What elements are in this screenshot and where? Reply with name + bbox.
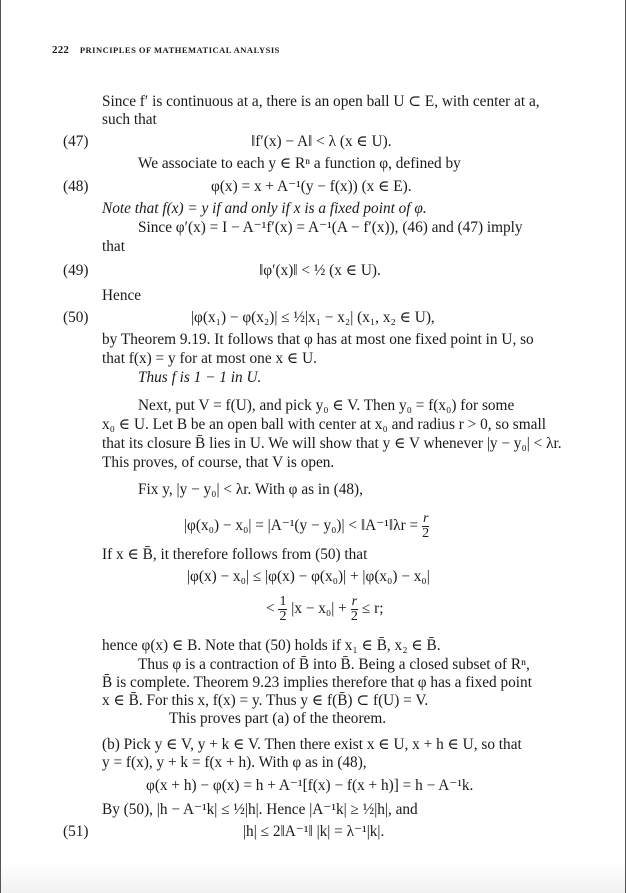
equation-display <box>266 595 383 624</box>
equation-number: (48) <box>63 178 89 195</box>
fraction-denominator: 2 <box>422 526 430 541</box>
running-header <box>52 44 280 56</box>
fraction-one-half <box>278 595 287 624</box>
less-than-sign: < <box>266 600 275 618</box>
fraction-numerator: r <box>351 594 358 609</box>
text-line: By (50), |h − A⁻¹k| ≤ ½|h|. Hence |A⁻¹k| ≥ ½|h|, and <box>102 801 418 818</box>
fraction-denominator: 2 <box>279 609 287 624</box>
fraction-numerator: r <box>422 511 429 526</box>
equation-number: (47) <box>63 133 89 150</box>
text-line: hence φ(x) ∈ B. Note that (50) holds if x₁ ∈ B̄, x₂ ∈ B̄. <box>102 637 441 654</box>
text-line: x₀ ∈ U. Let B be an open ball with center at x₀ and radius r > 0, so small <box>102 416 546 433</box>
text-line: Hence <box>102 287 142 304</box>
text-line: that its closure B̄ lies in U. We will show that y ∈ V whenever |y − y₀| < λr. <box>102 435 562 452</box>
page-number: 222 <box>52 44 70 56</box>
running-title: PRINCIPLES OF MATHEMATICAL ANALYSIS <box>79 45 280 55</box>
text-line: B̄ is complete. Theorem 9.23 implies therefore that φ has a fixed point <box>102 674 532 691</box>
fraction-numerator: 1 <box>279 594 287 609</box>
text-line: Since φ′(x) = I − A⁻¹f′(x) = A⁻¹(A − f′(x)), (46) and (47) imply <box>138 219 523 236</box>
text-line: such that <box>102 111 157 128</box>
text-line: Fix y, |y − y₀| < λr. With φ as in (48), <box>138 481 363 498</box>
text-line: This proves, of course, that V is open. <box>102 454 335 471</box>
equation-number: (51) <box>63 823 89 840</box>
text-line: by Theorem 9.19. It follows that φ has at most one fixed point in U, so <box>102 331 534 348</box>
text-line: y = f(x), y + k = f(x + h). With φ as in (48), <box>102 754 367 771</box>
fraction-denominator: 2 <box>350 609 358 624</box>
text-line-italic: Note that f(x) = y if and only if x is a fixed point of φ. <box>102 200 427 217</box>
equation-number: (49) <box>63 262 89 279</box>
text-line: If x ∈ B̄, it therefore follows from (50) that <box>102 546 368 563</box>
equation-50: |φ(x₁) − φ(x₂)| ≤ ½|x₁ − x₂| (x₁, x₂ ∈ U), <box>191 309 435 326</box>
text-line: Thus φ is a contraction of B̄ into B̄. Being a closed subset of Rⁿ, <box>138 656 530 673</box>
text-line: (b) Pick y ∈ V, y + k ∈ V. Then there exist x ∈ U, x + h ∈ U, so that <box>102 736 522 753</box>
equation-47: ‖f′(x) − A‖ < λ (x ∈ U). <box>251 133 392 150</box>
text-line: This proves part (a) of the theorem. <box>169 710 387 727</box>
text-line: We associate to each y ∈ Rⁿ a function φ, defined by <box>138 155 461 172</box>
text-line: Next, put V = f(U), and pick y₀ ∈ V. Then y₀ = f(x₀) for some <box>138 397 515 414</box>
equation-text: ≤ r; <box>361 600 384 618</box>
equation-display <box>184 512 429 541</box>
equation-display: |φ(x) − x₀| ≤ |φ(x) − φ(x₀)| + |φ(x₀) − x₀| <box>187 568 430 585</box>
text-line: Since f′ is continuous at a, there is an open ball U ⊂ E, with center at a, <box>102 93 540 110</box>
equation-number: (50) <box>63 309 89 326</box>
equation-display: φ(x + h) − φ(x) = h + A⁻¹[f(x) − f(x + h)] = h − A⁻¹k. <box>146 777 474 794</box>
fraction-r-over-2 <box>422 512 429 541</box>
equation-text: |x − x₀| + <box>291 600 347 618</box>
equation-text: |φ(x₀) − x₀| = |A⁻¹(y − y₀)| < ‖A⁻¹‖λr = <box>184 517 419 535</box>
equation-49: ‖φ′(x)‖ < ½ (x ∈ U). <box>259 262 381 279</box>
text-line: x ∈ B̄. For this x, f(x) = y. Thus y ∈ f(B̄) ⊂ f(U) = V. <box>102 692 429 709</box>
equation-48: φ(x) = x + A⁻¹(y − f(x)) (x ∈ E). <box>211 178 412 195</box>
equation-51: |h| ≤ 2‖A⁻¹‖ |k| = λ⁻¹|k|. <box>243 823 385 840</box>
text-line: that f(x) = y for at most one x ∈ U. <box>102 350 317 367</box>
text-line: that <box>102 238 125 255</box>
fraction-r-over-2 <box>351 595 358 624</box>
text-line-italic: Thus f is 1 − 1 in U. <box>138 369 262 386</box>
